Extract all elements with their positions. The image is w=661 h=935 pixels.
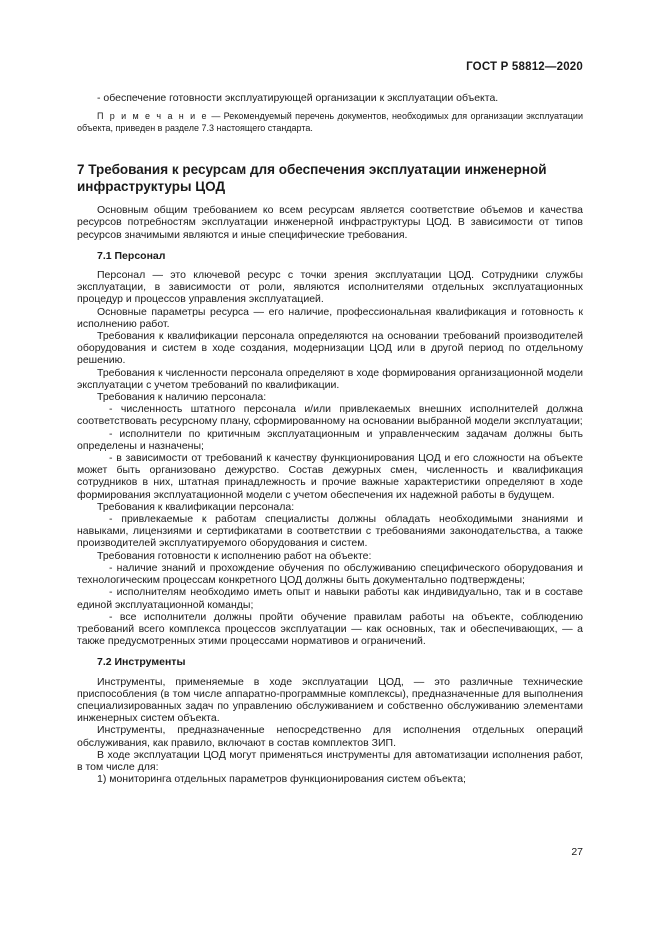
list-item: 1) мониторинга отдельных параметров функционирования систем объекта; (97, 773, 466, 786)
subsection-heading-7-2: 7.2 Инструменты (97, 656, 186, 669)
paragraph: Требования к квалификации персонала определяются на основании требований производителей оборудования и систем в ходе создания, модернизации ЦОД или в другой период по отдельному решению. (77, 330, 583, 367)
paragraph: Требования к наличию персонала: (97, 391, 267, 404)
page-body (77, 92, 583, 785)
standard-number: ГОСТ Р 58812—2020 (466, 61, 583, 73)
bullet-item: ‐ численность штатного персонала и/или привлекаемых внешних исполнителей должна соответствовать ресурсному плану, сформированному на основании выбранной модели эксплуатации; (77, 403, 583, 428)
subsection-heading-7-1: 7.1 Персонал (97, 249, 166, 262)
page-number: 27 (571, 846, 583, 858)
paragraph: Основные параметры ресурса — его наличие, профессиональная квалификация и готовность к исполнению работ. (77, 305, 583, 330)
paragraph: Требования готовности к исполнению работ на объекте: (97, 549, 372, 562)
paragraph: Персонал — это ключевой ресурс с точки зрения эксплуатации ЦОД. Сотрудники службы эксплуатации, в зависимости от роли, являются исполнителями отдельных эксплуатационных процедур и процессов управления эксплуатацией. (77, 269, 583, 306)
note-label: П р и м е ч а н и е (97, 111, 208, 122)
bullet-item: ‐ исполнители по критичным эксплуатационным и управленческим задачам должны быть определены и назначены; (77, 427, 583, 452)
bullet-item: ‐ в зависимости от требований к качеству функционирования ЦОД и его сложности на объекте может быть организовано дежурство. Состав дежурных смен, численность и квалификация сотрудников в них, штатная принадлежность и прочие важные характеристики определяют в ходе формирования эксплуатационной модели с учетом обеспечения их надежной работы в будущем. (77, 452, 583, 501)
paragraph: Требования к квалификации персонала: (97, 500, 295, 513)
note-text: — Рекомендуемый перечень документов, необходимых для организации эксплуатации объекта, приведен в разделе 7.3 настоящего стандарта. (77, 111, 583, 133)
paragraph: Требования к численности персонала определяют в ходе формирования организационной модели эксплуатации с учетом требований по квалификации. (77, 366, 583, 391)
note (77, 111, 583, 134)
bullet-item: ‐ все исполнители должны пройти обучение правилам работы на объекте, соблюдению требований всего комплекса процессов эксплуатации — как основных, так и обеспечивающих, — а также предусмотренных этими процессами нормативов и ограничений. (77, 610, 583, 648)
bullet-item: ‐ исполнителям необходимо иметь опыт и навыки работы как индивидуально, так и в составе единой эксплуатационной команды; (77, 586, 583, 611)
paragraph: В ходе эксплуатации ЦОД могут применяться инструменты для автоматизации исполнения работ, в том числе для: (77, 748, 583, 773)
section-intro: Основным общим требованием ко всем ресурсам является соответствие объемов и качества ресурсов потребностям эксплуатации инженерной инфраструктуры ЦОД. В зависимости от типов ресурсов значимыми являются и иные специфические требования. (77, 204, 583, 241)
bullet-item: ‐ наличие знаний и прохождение обучения по обслуживанию специфического оборудования и технологическим процессам конкретного ЦОД должны быть документально подтверждены; (77, 561, 583, 587)
paragraph: Инструменты, предназначенные непосредственно для исполнения отдельных операций обслуживания, как правило, включают в состав комплектов ЗИП. (77, 724, 583, 749)
bullet-item: ‐ привлекаемые к работам специалисты должны обладать необходимыми знаниями и навыками, лицензиями и сертификатами в соответствии с требованиями законодательства, а также производителей эксплуатируемого оборудования и систем. (77, 513, 583, 550)
paragraph: Инструменты, применяемые в ходе эксплуатации ЦОД, — это различные технические приспособления (в том числе аппаратно-программные комплексы), предназначенные для выполнения специализированных задач по управлению обслуживанием и собственно обслуживанию элементами инженерных систем объекта. (77, 675, 583, 725)
section-title: 7 Требования к ресурсам для обеспечения эксплуатации инженерной инфраструктуры ЦОД (77, 162, 547, 194)
bullet-item: ‐ обеспечение готовности эксплуатирующей организации к эксплуатации объекта. (97, 92, 499, 104)
